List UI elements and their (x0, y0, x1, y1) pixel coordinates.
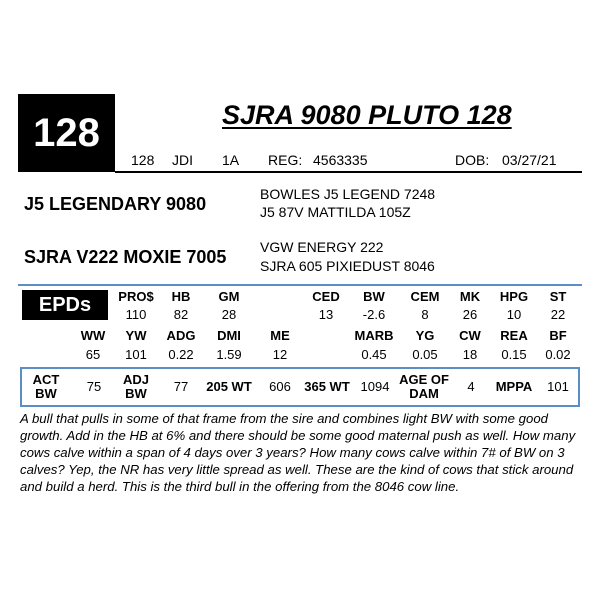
age-of-dam-value: 4 (467, 379, 475, 394)
epd-value-cw: 18 (462, 347, 478, 362)
epd-header-cw: CW (459, 328, 481, 343)
epd-header-dmi: DMI (217, 328, 241, 343)
wt365-value: 1094 (360, 379, 390, 394)
epd-value-me: 12 (272, 347, 288, 362)
epd-value-ced: 13 (318, 307, 334, 322)
epd-value-rea: 0.15 (501, 347, 527, 362)
epd-value-yg: 0.05 (412, 347, 438, 362)
epd-header-rea: REA (500, 328, 528, 343)
epd-value-st: 22 (550, 307, 566, 322)
epd-value-bf: 0.02 (545, 347, 571, 362)
epds-label: EPDs (22, 290, 108, 320)
epd-value-ww: 65 (85, 347, 101, 362)
mppa-value: 101 (547, 379, 569, 394)
epd-value-marb: 0.45 (361, 347, 387, 362)
epd-value-mk: 26 (462, 307, 478, 322)
epd-header-cem: CEM (410, 289, 440, 304)
epd-header-pro: PRO$ (118, 289, 154, 304)
act-bw-label: ACT BW (32, 372, 60, 401)
sire-dam: J5 87V MATTILDA 105Z (260, 204, 411, 220)
adj-bw-label: ADJ BW (122, 372, 149, 401)
age-of-dam-label: AGE OF DAM (399, 372, 449, 401)
act-bw-value: 75 (86, 379, 102, 394)
wt205-value: 606 (269, 379, 291, 394)
epd-header-marb: MARB (354, 328, 394, 343)
wt365-label: 365 WT (304, 379, 350, 394)
epd-value-yw: 101 (125, 347, 147, 362)
epd-value-pro: 110 (125, 307, 147, 322)
dam-name: SJRA V222 MOXIE 7005 (24, 247, 227, 267)
animal-name: SJRA 9080 PLUTO 128 (222, 100, 512, 130)
epd-header-st: ST (549, 289, 567, 304)
epd-header-mk: MK (459, 289, 481, 304)
dob-value: 03/27/21 (502, 152, 557, 168)
sire-name: J5 LEGENDARY 9080 (24, 194, 207, 214)
epd-header-yg: YG (415, 328, 435, 343)
reg-label: REG: (268, 152, 303, 168)
epd-value-hb: 82 (173, 307, 189, 322)
dam-dam: SJRA 605 PIXIEDUST 8046 (260, 258, 435, 274)
tag-number: 1A (222, 152, 240, 168)
epd-header-yw: YW (125, 328, 147, 343)
breeder-code: JDI (172, 152, 193, 168)
lot-number: 128 (18, 94, 115, 172)
epd-value-adg: 0.22 (168, 347, 194, 362)
dam-sire: VGW ENERGY 222 (260, 239, 384, 255)
epd-value-gm: 28 (221, 307, 237, 322)
epd-header-hpg: HPG (499, 289, 529, 304)
epd-header-me: ME (270, 328, 290, 343)
epd-value-hpg: 10 (506, 307, 522, 322)
epd-header-bf: BF (549, 328, 567, 343)
dob-label: DOB: (455, 152, 490, 168)
adj-bw-value: 77 (173, 379, 189, 394)
epd-value-dmi: 1.59 (216, 347, 242, 362)
wt205-label: 205 WT (206, 379, 252, 394)
bull-description: A bull that pulls in some of that frame from the sire and combines light BW with some good growth. Add in the HB at 6% and there should be some good maternal push as well. How many cows calve within a span of 4 days over 3 years? How many cows calve within 7# of BW on 3 calves? Yep, the NR has very little spread as well. These are the kind of cows that stick around and build a herd. This is the third bull in the offering from the 8046 cow line. (20, 411, 576, 494)
pedigree-divider (18, 284, 582, 286)
epd-header-gm: GM (218, 289, 240, 304)
epd-header-adg: ADG (166, 328, 196, 343)
header-divider (115, 171, 582, 173)
epd-header-bw: BW (363, 289, 385, 304)
sire-sire: BOWLES J5 LEGEND 7248 (260, 186, 436, 202)
tattoo: 128 (131, 152, 155, 168)
epd-value-bw: -2.6 (362, 307, 386, 322)
mppa-label: MPPA (495, 379, 533, 394)
reg-number: 4563335 (313, 152, 368, 168)
epd-header-ww: WW (80, 328, 106, 343)
epd-value-cem: 8 (421, 307, 429, 322)
epd-header-ced: CED (312, 289, 340, 304)
epd-header-hb: HB (171, 289, 191, 304)
